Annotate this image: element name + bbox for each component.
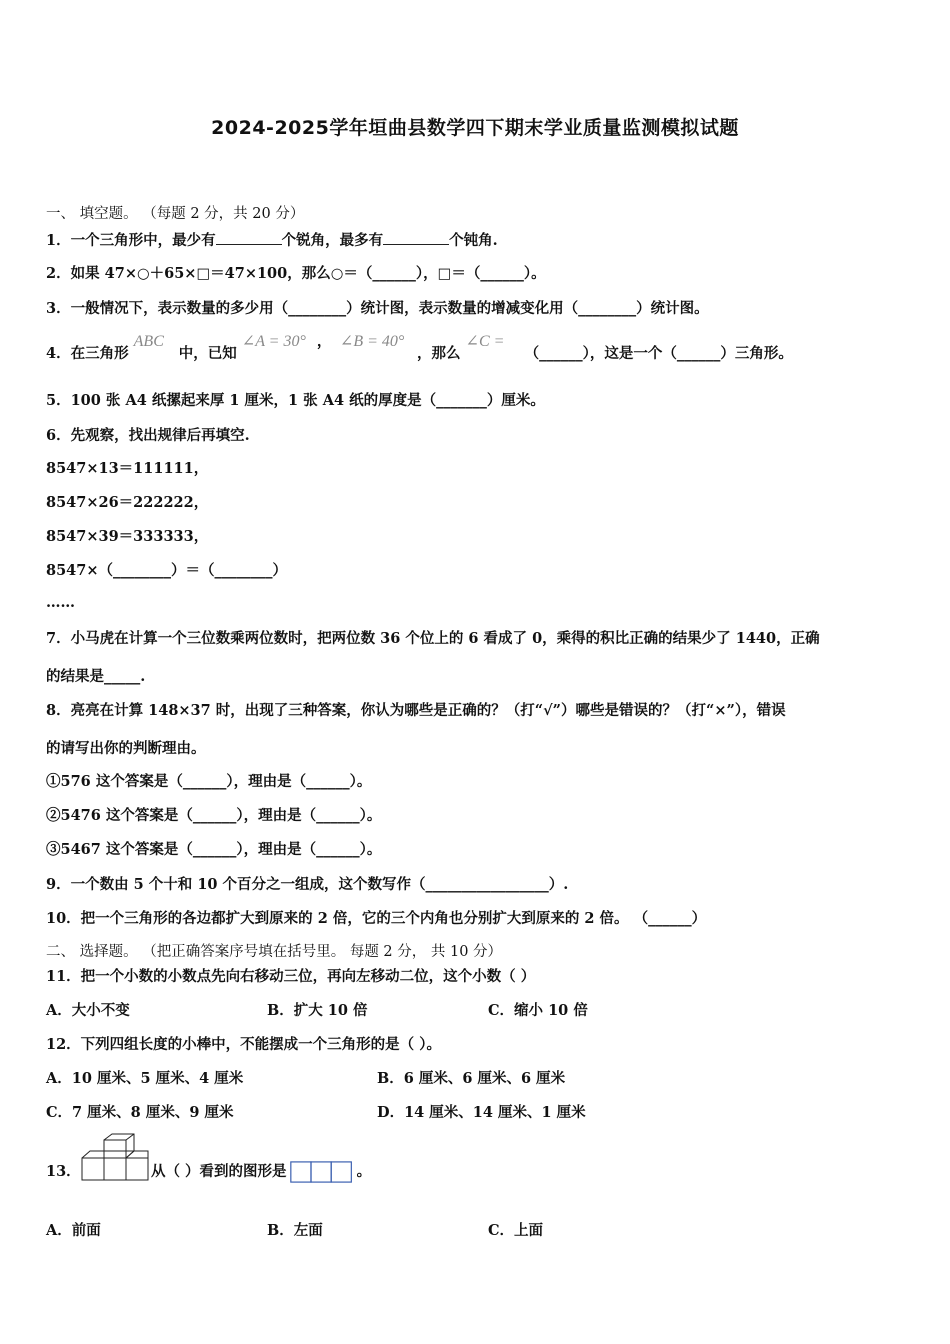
question-9: 9．一个数由 5 个十和 10 个百分之一组成，这个数写作（_________________）. (46, 876, 569, 893)
q4-text-d: （______），这是一个（______）三角形。 (524, 345, 793, 362)
q12-option-b[interactable]: B．6 厘米、6 厘米、6 厘米 (377, 1070, 566, 1087)
q1-blank-1[interactable] (216, 231, 282, 245)
cube-top-edge (126, 1134, 134, 1140)
view-square-1 (290, 1162, 310, 1182)
q4-math-angle-b: ∠B = 40° (339, 333, 405, 350)
view-squares-figure (287, 1161, 357, 1183)
q1-text-a: 1．一个三角形中，最少有 (46, 232, 216, 249)
question-3: 3．一般情况下，表示数量的多少用（________）统计图，表示数量的增减变化用（________）统计图。 (46, 300, 709, 317)
q13-option-a[interactable]: A．前面 (46, 1222, 101, 1239)
question-13 (151, 1160, 371, 1183)
q4-text-a: 4．在三角形 (46, 345, 129, 362)
q13-option-b[interactable]: B．左面 (267, 1222, 323, 1239)
q11-option-c[interactable]: C．缩小 10 倍 (488, 1002, 588, 1019)
q6-equation-4: 8547×（________）＝（________） (46, 562, 288, 579)
q6-equation-1: 8547×13＝111111， (46, 460, 209, 477)
q12-option-d[interactable]: D．14 厘米、14 厘米、1 厘米 (377, 1104, 586, 1121)
q4-text-c: ，那么 (416, 345, 461, 362)
q6-equation-2: 8547×26＝222222， (46, 494, 209, 511)
question-2: 2．如果 47×○＋65×□＝47×100，那么○＝（______），□＝（______）。 (46, 265, 546, 282)
q1-text-b: 个锐角，最多有 (281, 232, 384, 249)
q6-ellipsis: …… (46, 594, 75, 611)
cube-stack-figure (80, 1132, 150, 1184)
question-1 (46, 229, 498, 250)
q8-answer-1: ①576 这个答案是（______），理由是（______）。 (46, 773, 372, 790)
q13-end: 。 (356, 1163, 372, 1180)
q4-math-abc: ABC (133, 333, 164, 350)
q8-answer-2: ②5476 这个答案是（______），理由是（______）。 (46, 807, 382, 824)
question-6: 6．先观察，找出规律后再填空. (46, 427, 250, 444)
q1-blank-2[interactable] (383, 231, 449, 245)
question-10: 10．把一个三角形的各边都扩大到原来的 2 倍，它的三个内角也分别扩大到原来的 2 倍。 （______） (46, 910, 707, 927)
question-8-line-2: 的请写出你的判断理由。 (46, 740, 206, 757)
question-8-line-1: 8．亮亮在计算 148×37 时，出现了三种答案，你认为哪些是正确的？（打“√”）哪些是错误的？（打“×”），错误 (46, 702, 786, 719)
view-square-3 (331, 1162, 351, 1182)
q4-separator: ， (316, 333, 332, 350)
q12-option-c[interactable]: C．7 厘米、8 厘米、9 厘米 (46, 1104, 234, 1121)
question-11: 11．把一个小数的小数点先向右移动三位，再向左移动二位，这个小数（ ） (46, 968, 536, 985)
q13-option-c[interactable]: C．上面 (488, 1222, 544, 1239)
q6-equation-3: 8547×39＝333333， (46, 528, 209, 545)
section-1-heading: 一、 填空题。 （每题 2 分，共 20 分） (46, 206, 305, 222)
cube-top-front (104, 1140, 126, 1158)
page-title: 2024-2025学年垣曲县数学四下期末学业质量监测模拟试题 (211, 117, 739, 139)
section-2-heading: 二、 选择题。 （把正确答案序号填在括号里。 每题 2 分， 共 10 分） (46, 944, 503, 960)
view-square-2 (311, 1162, 331, 1182)
q4-text-b: 中，已知 (178, 345, 237, 362)
question-7-line-2: 的结果是_____. (46, 668, 146, 685)
q13-text: 从（ ）看到的图形是 (151, 1163, 287, 1180)
q4-math-angle-a: ∠A = 30° (241, 333, 306, 350)
cube-front-2 (104, 1158, 126, 1180)
q11-option-b[interactable]: B．扩大 10 倍 (267, 1002, 368, 1019)
question-4 (46, 332, 793, 362)
q1-text-c: 个钝角. (449, 232, 498, 249)
cube-back-edge (82, 1151, 148, 1180)
q13-number: 13． (46, 1163, 81, 1180)
q8-answer-3: ③5467 这个答案是（______），理由是（______）。 (46, 841, 382, 858)
cube-front-1 (82, 1158, 104, 1180)
cube-front-3 (126, 1158, 148, 1180)
q4-math-angle-c: ∠C = (465, 333, 505, 350)
question-5: 5．100 张 A4 纸摞起来厚 1 厘米，1 张 A4 纸的厚度是（_______）厘米。 (46, 392, 545, 409)
q12-option-a[interactable]: A．10 厘米、5 厘米、4 厘米 (46, 1070, 244, 1087)
question-7-line-1: 7．小马虎在计算一个三位数乘两位数时，把两位数 36 个位上的 6 看成了 0，乘得的积比正确的结果少了 1440，正确 (46, 630, 820, 647)
question-12: 12．下列四组长度的小棒中，不能摆成一个三角形的是（ ）。 (46, 1036, 441, 1053)
q11-option-a[interactable]: A．大小不变 (46, 1002, 130, 1019)
